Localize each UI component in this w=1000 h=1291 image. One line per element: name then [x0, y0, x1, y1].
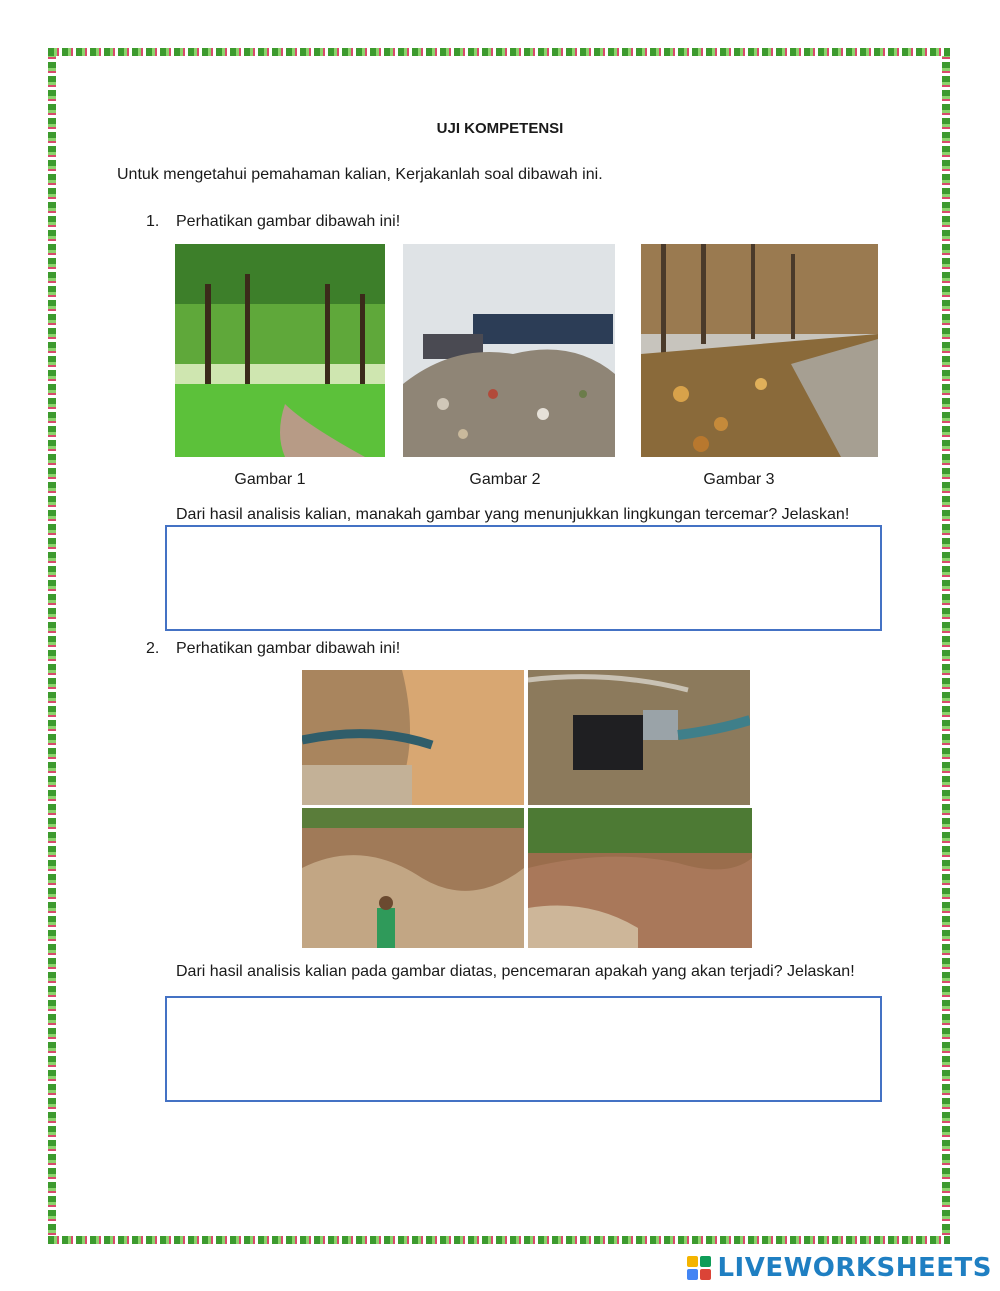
image-mining-pit-2: [528, 808, 752, 948]
intro-text: Untuk mengetahui pemahaman kalian, Kerjakanlah soal dibawah ini.: [117, 166, 603, 183]
question-2-text: Perhatikan gambar dibawah ini!: [176, 640, 401, 657]
image-muddy-water: [302, 670, 524, 805]
caption-gambar-1: Gambar 1: [234, 471, 306, 488]
image-garbage: [403, 244, 615, 457]
answer-box-2[interactable]: [165, 996, 882, 1102]
brand-text: LIVEWORKSHEETS: [717, 1253, 992, 1283]
brand-mark-icon: [687, 1256, 711, 1280]
caption-gambar-3: Gambar 3: [703, 471, 775, 488]
image-water-pump: [528, 670, 750, 805]
answer-box-1[interactable]: [165, 525, 882, 631]
image-mining-pit-1: [302, 808, 524, 948]
question-1-number: 1.: [146, 213, 160, 230]
liveworksheets-logo: [687, 1253, 992, 1283]
page-title: UJI KOMPETENSI: [436, 120, 564, 137]
caption-gambar-2: Gambar 2: [469, 471, 541, 488]
question-2-prompt: Dari hasil analisis kalian pada gambar diatas, pencemaran apakah yang akan terjadi? Jelaskan!: [176, 963, 855, 980]
question-1-text: Perhatikan gambar dibawah ini!: [176, 213, 401, 230]
question-1-prompt: Dari hasil analisis kalian, manakah gambar yang menunjukkan lingkungan tercemar? Jelaskan!: [176, 506, 850, 523]
question-2-number: 2.: [146, 640, 160, 657]
image-dry-leaves: [641, 244, 878, 457]
image-park: [175, 244, 385, 457]
